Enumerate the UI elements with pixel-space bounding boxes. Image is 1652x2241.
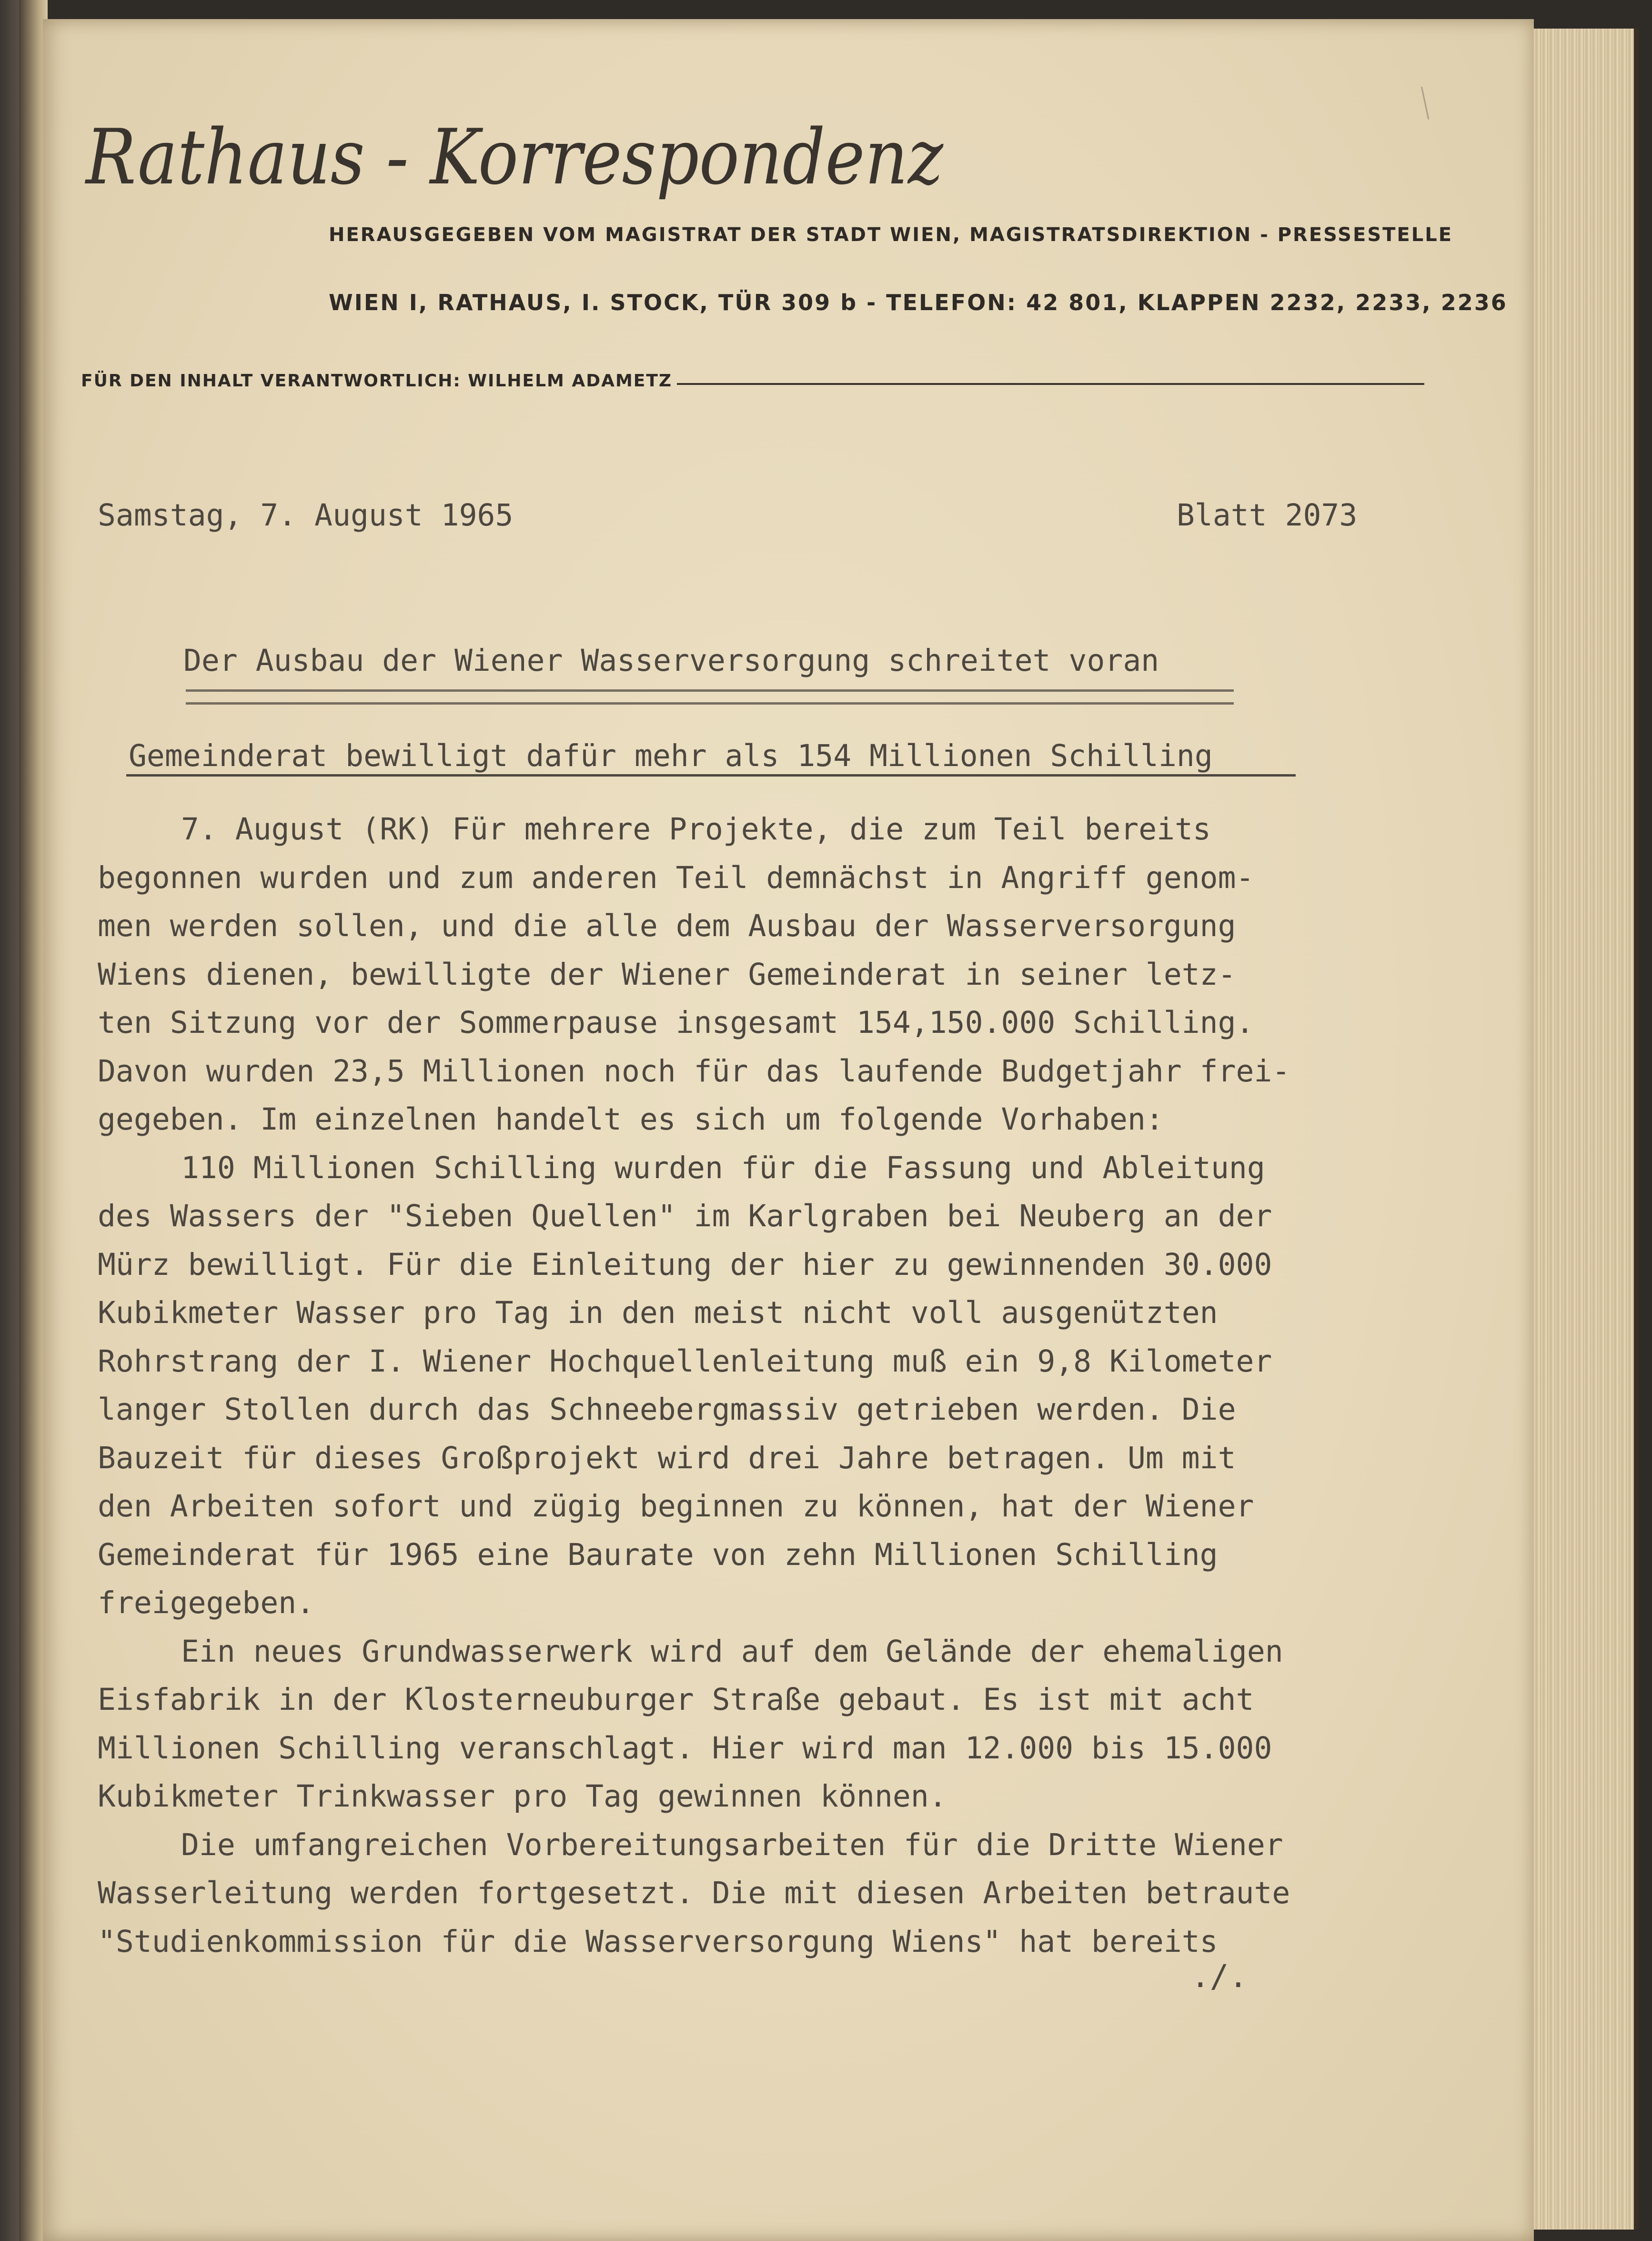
continuation-mark: ./. bbox=[1191, 1958, 1248, 1995]
article-headline: Der Ausbau der Wiener Wasserversorgung schreitet voran bbox=[183, 643, 1159, 678]
body-line: men werden sollen, und die alle dem Ausbau der Wasserversorgung bbox=[98, 909, 1236, 943]
body-line: ten Sitzung vor der Sommerpause insgesamt 154,150.000 Schilling. bbox=[98, 1005, 1254, 1040]
body-line: Kubikmeter Trinkwasser pro Tag gewinnen können. bbox=[98, 1779, 947, 1814]
page-stack-edge bbox=[1534, 29, 1639, 2230]
body-line: Rohrstrang der I. Wiener Hochquellenleitung muß ein 9,8 Kilometer bbox=[98, 1343, 1272, 1379]
body-line: Gemeinderat für 1965 eine Baurate von zehn Millionen Schilling bbox=[98, 1537, 1218, 1572]
responsible-editor: FÜR DEN INHALT VERANTWORTLICH: WILHELM ADAMETZ bbox=[81, 371, 673, 391]
masthead-title: Rathaus - Korrespondenz bbox=[84, 112, 944, 202]
body-line: Millionen Schilling veranschlagt. Hier wird man 12.000 bis 15.000 bbox=[98, 1730, 1272, 1766]
issue-date: Samstag, 7. August 1965 bbox=[98, 498, 514, 533]
sheet-number: Blatt 2073 bbox=[1177, 498, 1358, 533]
address-line: WIEN I, RATHAUS, I. STOCK, TÜR 309 b - TELEFON: 42 801, KLAPPEN 2232, 2233, 2236 bbox=[329, 290, 1508, 315]
headline-double-rule bbox=[186, 689, 1234, 705]
body-line: den Arbeiten sofort und zügig beginnen zu können, hat der Wiener bbox=[98, 1489, 1254, 1524]
body-line: Die umfangreichen Vorbereitungsarbeiten für die Dritte Wiener bbox=[181, 1827, 1283, 1862]
body-line: Kubikmeter Wasser pro Tag in den meist nicht voll ausgenützten bbox=[98, 1295, 1218, 1330]
article-body bbox=[98, 805, 1441, 1966]
body-line: Eisfabrik in der Klosterneuburger Straße gebaut. Es ist mit acht bbox=[98, 1682, 1254, 1717]
subheadline-underline bbox=[126, 774, 1296, 777]
body-line: 110 Millionen Schilling wurden für die Fassung und Ableitung bbox=[181, 1150, 1265, 1185]
body-line: 7. August (RK) Für mehrere Projekte, die zum Teil bereits bbox=[181, 812, 1211, 847]
masthead-script-logo bbox=[81, 112, 986, 222]
body-line: Ein neues Grundwasserwerk wird auf dem Gelände der ehemaligen bbox=[181, 1634, 1283, 1669]
masthead-logo bbox=[81, 112, 986, 222]
header-divider bbox=[677, 383, 1424, 385]
body-line: Mürz bewilligt. Für die Einleitung der hier zu gewinnenden 30.000 bbox=[98, 1247, 1272, 1282]
body-line: gegeben. Im einzelnen handelt es sich um folgende Vorhaben: bbox=[98, 1102, 1164, 1137]
responsible-row bbox=[81, 362, 1424, 391]
body-line: Wiens dienen, bewilligte der Wiener Gemeinderat in seiner letz- bbox=[98, 957, 1236, 992]
body-line: freigegeben. bbox=[98, 1585, 315, 1620]
body-line: des Wassers der "Sieben Quellen" im Karlgraben bei Neuberg an der bbox=[98, 1199, 1272, 1233]
publisher-line: HERAUSGEGEBEN VOM MAGISTRAT DER STADT WIEN, MAGISTRATSDIREKTION - PRESSESTELLE bbox=[329, 224, 1453, 246]
body-line: "Studienkommission für die Wasserversorgung Wiens" hat bereits bbox=[98, 1924, 1218, 1959]
body-line: Davon wurden 23,5 Millionen noch für das laufende Budgetjahr frei- bbox=[98, 1053, 1290, 1089]
article-subheadline: Gemeinderat bewilligt dafür mehr als 154 Millionen Schilling bbox=[129, 738, 1213, 773]
body-line: begonnen wurden und zum anderen Teil demnächst in Angriff genom- bbox=[98, 860, 1254, 895]
body-line: Wasserleitung werden fortgesetzt. Die mit diesen Arbeiten betraute bbox=[98, 1876, 1290, 1910]
body-line: langer Stollen durch das Schneebergmassiv getrieben werden. Die bbox=[98, 1392, 1236, 1427]
body-line: Bauzeit für dieses Großprojekt wird drei Jahre betragen. Um mit bbox=[98, 1440, 1236, 1475]
